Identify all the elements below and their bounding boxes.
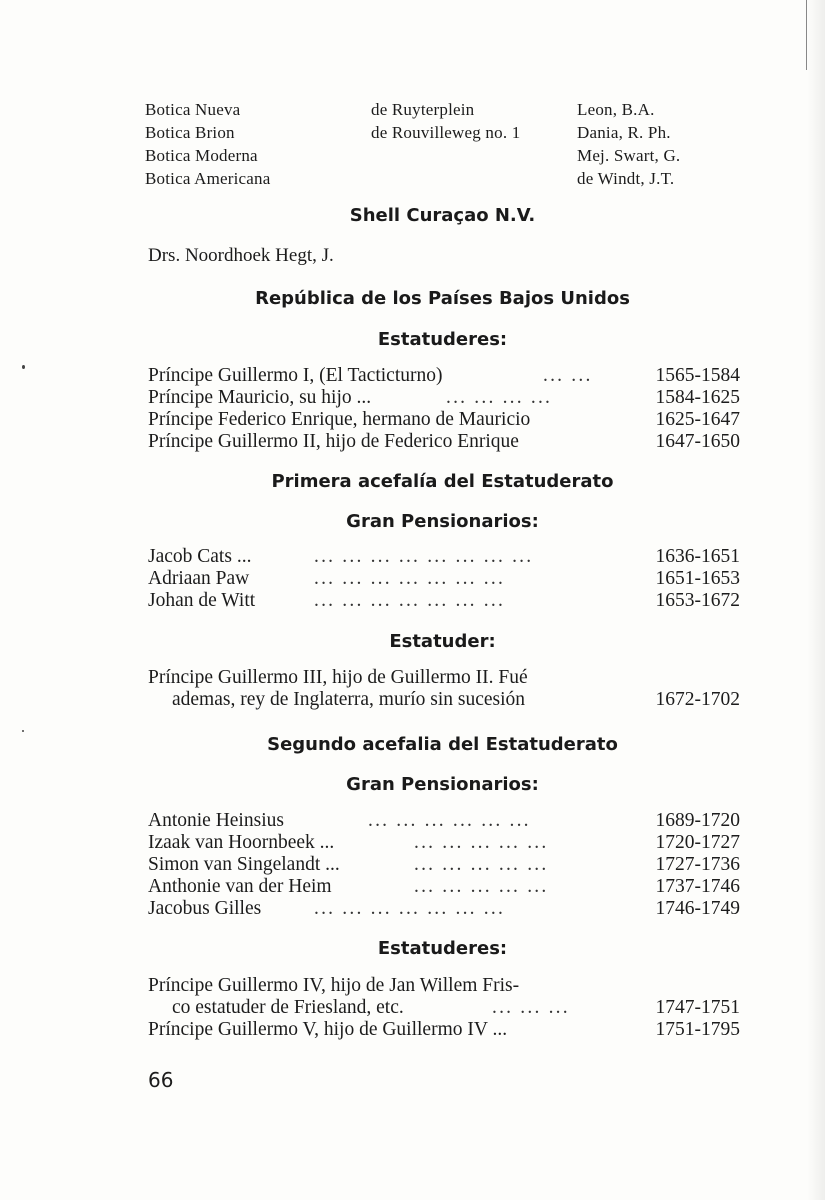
entry-name: Simon van Singelandt ... (148, 854, 340, 875)
section-heading-gran-pensionarios: Gran Pensionarios: (346, 511, 539, 532)
entry-years: 1746-1749 (655, 898, 740, 919)
entry-line1: Príncipe Guillermo III, hijo de Guillermo II. Fué (148, 667, 528, 688)
entry-years: 1672-1702 (655, 689, 740, 710)
entry-name: Izaak van Hoornbeek ... (148, 832, 335, 853)
shell-heading: Shell Curaçao N.V. (349, 205, 536, 226)
entry-years: 1651-1653 (655, 568, 740, 589)
entry-years: 1737-1746 (655, 876, 740, 897)
pharmacy-list (145, 98, 705, 190)
entry-years: 1653-1672 (655, 590, 740, 611)
pharmacy-owner: de Windt, J.T. (577, 169, 675, 188)
entry-name: Jacobus Gilles (148, 898, 262, 919)
list-item (148, 546, 743, 568)
pharmacy-address: de Ruyterplein (371, 100, 475, 119)
entry-line2: co estatuder de Friesland, etc. (172, 997, 404, 1018)
pharmacy-name: Botica Nueva (145, 100, 241, 119)
estatuder-list (148, 667, 743, 711)
entry-years: 1565-1584 (655, 365, 740, 386)
section-heading-estatuder: Estatuder: (389, 631, 496, 652)
pharmacy-name: Botica Moderna (145, 146, 258, 165)
list-item (148, 1019, 743, 1041)
pharmacy-row (145, 144, 705, 167)
pharmacy-owner: Dania, R. Ph. (577, 123, 671, 142)
list-item (148, 365, 743, 387)
entry-line2: ademas, rey de Inglaterra, murío sin sucesión (172, 689, 526, 710)
pharmacy-row (145, 98, 705, 121)
list-item (148, 568, 743, 590)
entry-line1: Príncipe Guillermo IV, hijo de Jan Willem Fris- (148, 975, 520, 996)
entry-name: Jacob Cats ... (148, 546, 252, 567)
list-item (148, 409, 743, 431)
page-edge-line (806, 0, 807, 70)
acefalia1-heading: Primera acefalía del Estatuderato (271, 471, 614, 492)
pharmacy-address: de Rouvilleweg no. 1 (371, 123, 521, 142)
republic-heading: República de los Países Bajos Unidos (255, 288, 630, 309)
leader-dots: ... ... ... ... ... ... ... (314, 898, 506, 919)
section-heading-gran-pensionarios-2: Gran Pensionarios: (346, 774, 539, 795)
leader-dots: ... ... ... ... (446, 387, 553, 408)
leader-dots: ... ... ... ... ... (414, 854, 549, 875)
entry-years: 1751-1795 (655, 1019, 740, 1040)
pharmacy-name: Botica Americana (145, 169, 271, 188)
leader-dots: ... ... ... (492, 997, 570, 1018)
leader-dots: ... ... (543, 365, 593, 386)
paper-speck (22, 730, 24, 732)
pharmacy-name: Botica Brion (145, 123, 235, 142)
list-item (148, 667, 743, 711)
entry-name: Príncipe Guillermo I, (El Tacticturno) (148, 365, 443, 386)
gran-pensionarios-list-2 (148, 810, 743, 920)
gran-pensionarios-list (148, 546, 743, 612)
list-item (148, 876, 743, 898)
estatuderes-list (148, 365, 743, 453)
leader-dots: ... ... ... ... ... ... ... (314, 568, 506, 589)
list-item (148, 975, 743, 1019)
entry-years: 1689-1720 (655, 810, 740, 831)
pharmacy-row (145, 167, 705, 190)
entry-years: 1727-1736 (655, 854, 740, 875)
leader-dots: ... ... ... ... ... (414, 832, 549, 853)
pharmacy-owner: Leon, B.A. (577, 100, 655, 119)
entry-name: Príncipe Federico Enrique, hermano de Mauricio (148, 409, 531, 430)
leader-dots: ... ... ... ... ... ... (368, 810, 531, 831)
entry-name: Adriaan Paw (148, 568, 250, 589)
section-heading-estatuderes: Estatuderes: (377, 329, 508, 350)
entry-name: Príncipe Guillermo II, hijo de Federico Enrique (148, 431, 519, 452)
leader-dots: ... ... ... ... ... (414, 876, 549, 897)
list-item (148, 832, 743, 854)
estatuderes-list-2 (148, 975, 743, 1041)
list-item (148, 898, 743, 920)
list-item (148, 431, 743, 453)
leader-dots: ... ... ... ... ... ... ... (314, 590, 506, 611)
entry-name: Príncipe Guillermo V, hijo de Guillermo IV ... (148, 1019, 508, 1040)
list-item (148, 810, 743, 832)
pharmacy-row (145, 121, 705, 144)
leader-dots: ... ... ... ... ... ... ... ... (314, 546, 534, 567)
entry-name: Johan de Witt (148, 590, 256, 611)
entry-name: Príncipe Mauricio, su hijo ... (148, 387, 372, 408)
entry-years: 1647-1650 (655, 431, 740, 452)
entry-years: 1636-1651 (655, 546, 740, 567)
list-item (148, 590, 743, 612)
entry-name: Anthonie van der Heim (148, 876, 332, 897)
entry-years: 1720-1727 (655, 832, 740, 853)
page-edge-shadow (807, 0, 825, 1200)
page-number: 66 (148, 1068, 174, 1092)
acefalia2-heading: Segundo acefalia del Estatuderato (267, 734, 618, 755)
entry-years: 1747-1751 (655, 997, 740, 1018)
list-item (148, 854, 743, 876)
entry-years: 1584-1625 (655, 387, 740, 408)
entry-years: 1625-1647 (655, 409, 740, 430)
paper-speck (22, 365, 25, 369)
entry-name: Antonie Heinsius (148, 810, 284, 831)
section-heading-estatuderes-2: Estatuderes: (377, 938, 508, 959)
list-item (148, 387, 743, 409)
shell-person: Drs. Noordhoek Hegt, J. (148, 245, 334, 266)
pharmacy-owner: Mej. Swart, G. (577, 146, 681, 165)
